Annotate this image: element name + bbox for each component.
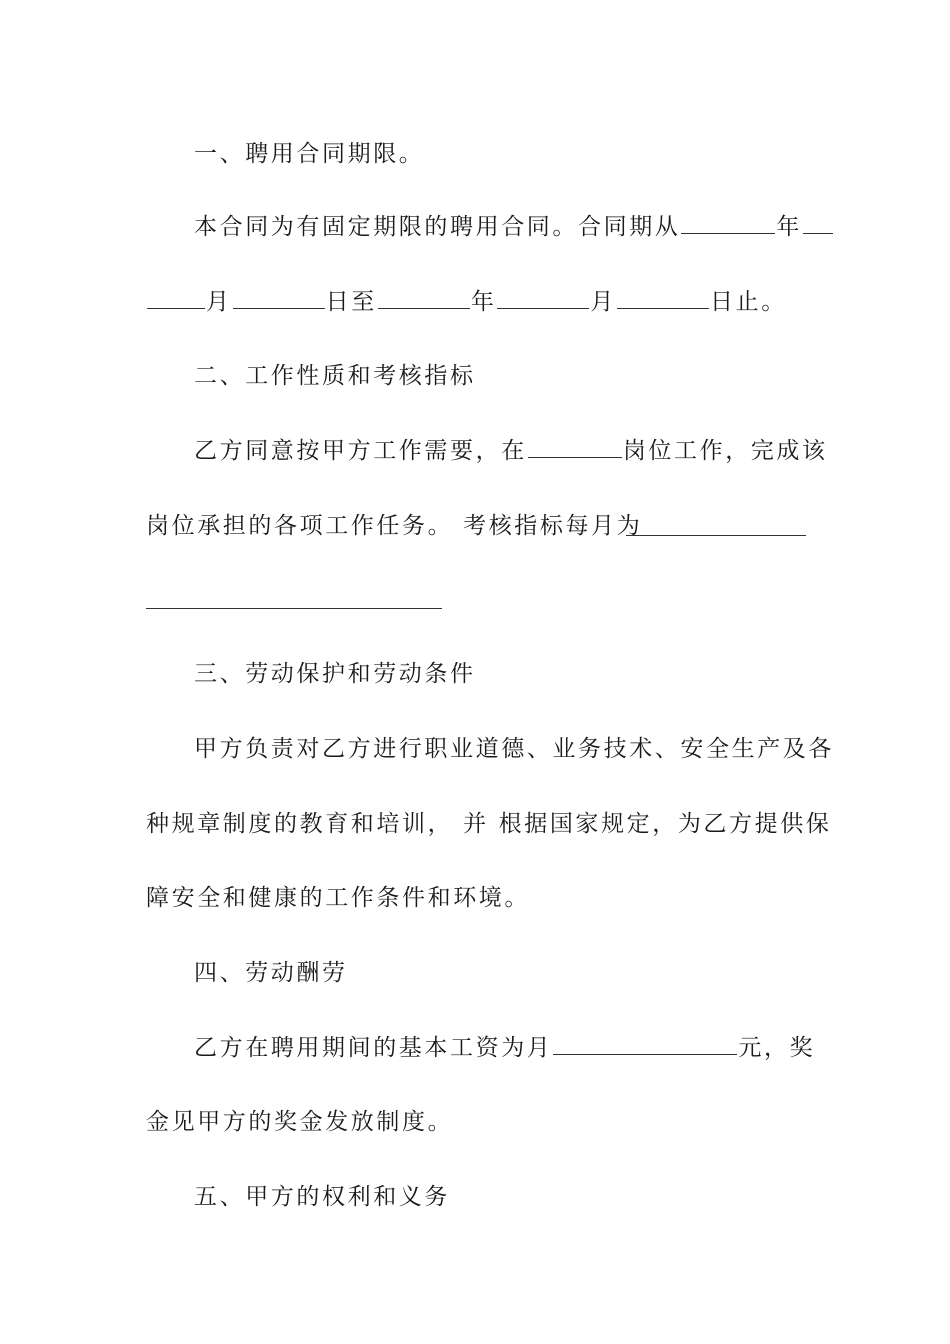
fill-blank-start-month-part	[803, 213, 833, 234]
text-segment: 日止。	[710, 289, 787, 315]
section-4-heading: 四、劳动酬劳	[194, 960, 348, 986]
fill-blank-start-month	[147, 288, 205, 309]
section-3-paragraph-line-2: 种规章制度的教育和培训， 并 根据国家规定，为乙方提供保	[146, 811, 832, 837]
fill-blank-end-day	[617, 288, 709, 309]
fill-blank-assessment-index	[626, 535, 806, 536]
fill-blank-start-day	[233, 288, 325, 309]
section-1-paragraph-line-2	[146, 287, 787, 317]
text-segment: 岗位工作，完成该	[622, 438, 828, 464]
text-segment: 本合同为有固定期限的聘用合同。合同期从	[194, 214, 681, 240]
section-2-paragraph-line-1	[194, 436, 828, 466]
text-segment: 乙方在聘用期间的基本工资为月	[194, 1035, 553, 1061]
text-segment: 月	[590, 289, 617, 315]
fill-blank-start-year	[681, 213, 775, 234]
section-3-paragraph-line-1: 甲方负责对乙方进行职业道德、业务技术、安全生产及各	[194, 736, 834, 762]
fill-blank-end-year	[378, 288, 470, 309]
section-4-paragraph-line-2: 金见甲方的奖金发放制度。	[146, 1109, 454, 1135]
text-segment: 月	[206, 289, 232, 315]
section-2-heading: 二、工作性质和考核指标	[194, 363, 476, 389]
text-segment: 年	[776, 214, 803, 240]
section-1-paragraph-line-1	[194, 212, 834, 242]
fill-blank-position	[528, 437, 622, 458]
fill-blank-base-salary	[553, 1034, 737, 1055]
text-segment: 元，奖	[738, 1035, 816, 1061]
section-5-heading: 五、甲方的权利和义务	[194, 1184, 450, 1210]
section-4-paragraph-line-1	[194, 1033, 815, 1063]
text-segment: 年	[470, 289, 497, 315]
fill-blank-end-month	[497, 288, 589, 309]
text-segment: 日至	[325, 289, 377, 315]
section-1-heading: 一、聘用合同期限。	[194, 141, 425, 167]
text-segment: 乙方同意按甲方工作需要，在	[194, 438, 527, 464]
fill-blank-assessment-index-continued	[146, 608, 442, 609]
section-3-paragraph-line-3: 障安全和健康的工作条件和环境。	[146, 885, 530, 911]
text-segment: 岗位承担的各项工作任务。 考核指标每月为	[146, 513, 643, 539]
section-3-heading: 三、劳动保护和劳动条件	[194, 661, 476, 687]
section-2-paragraph-line-2	[146, 511, 642, 541]
